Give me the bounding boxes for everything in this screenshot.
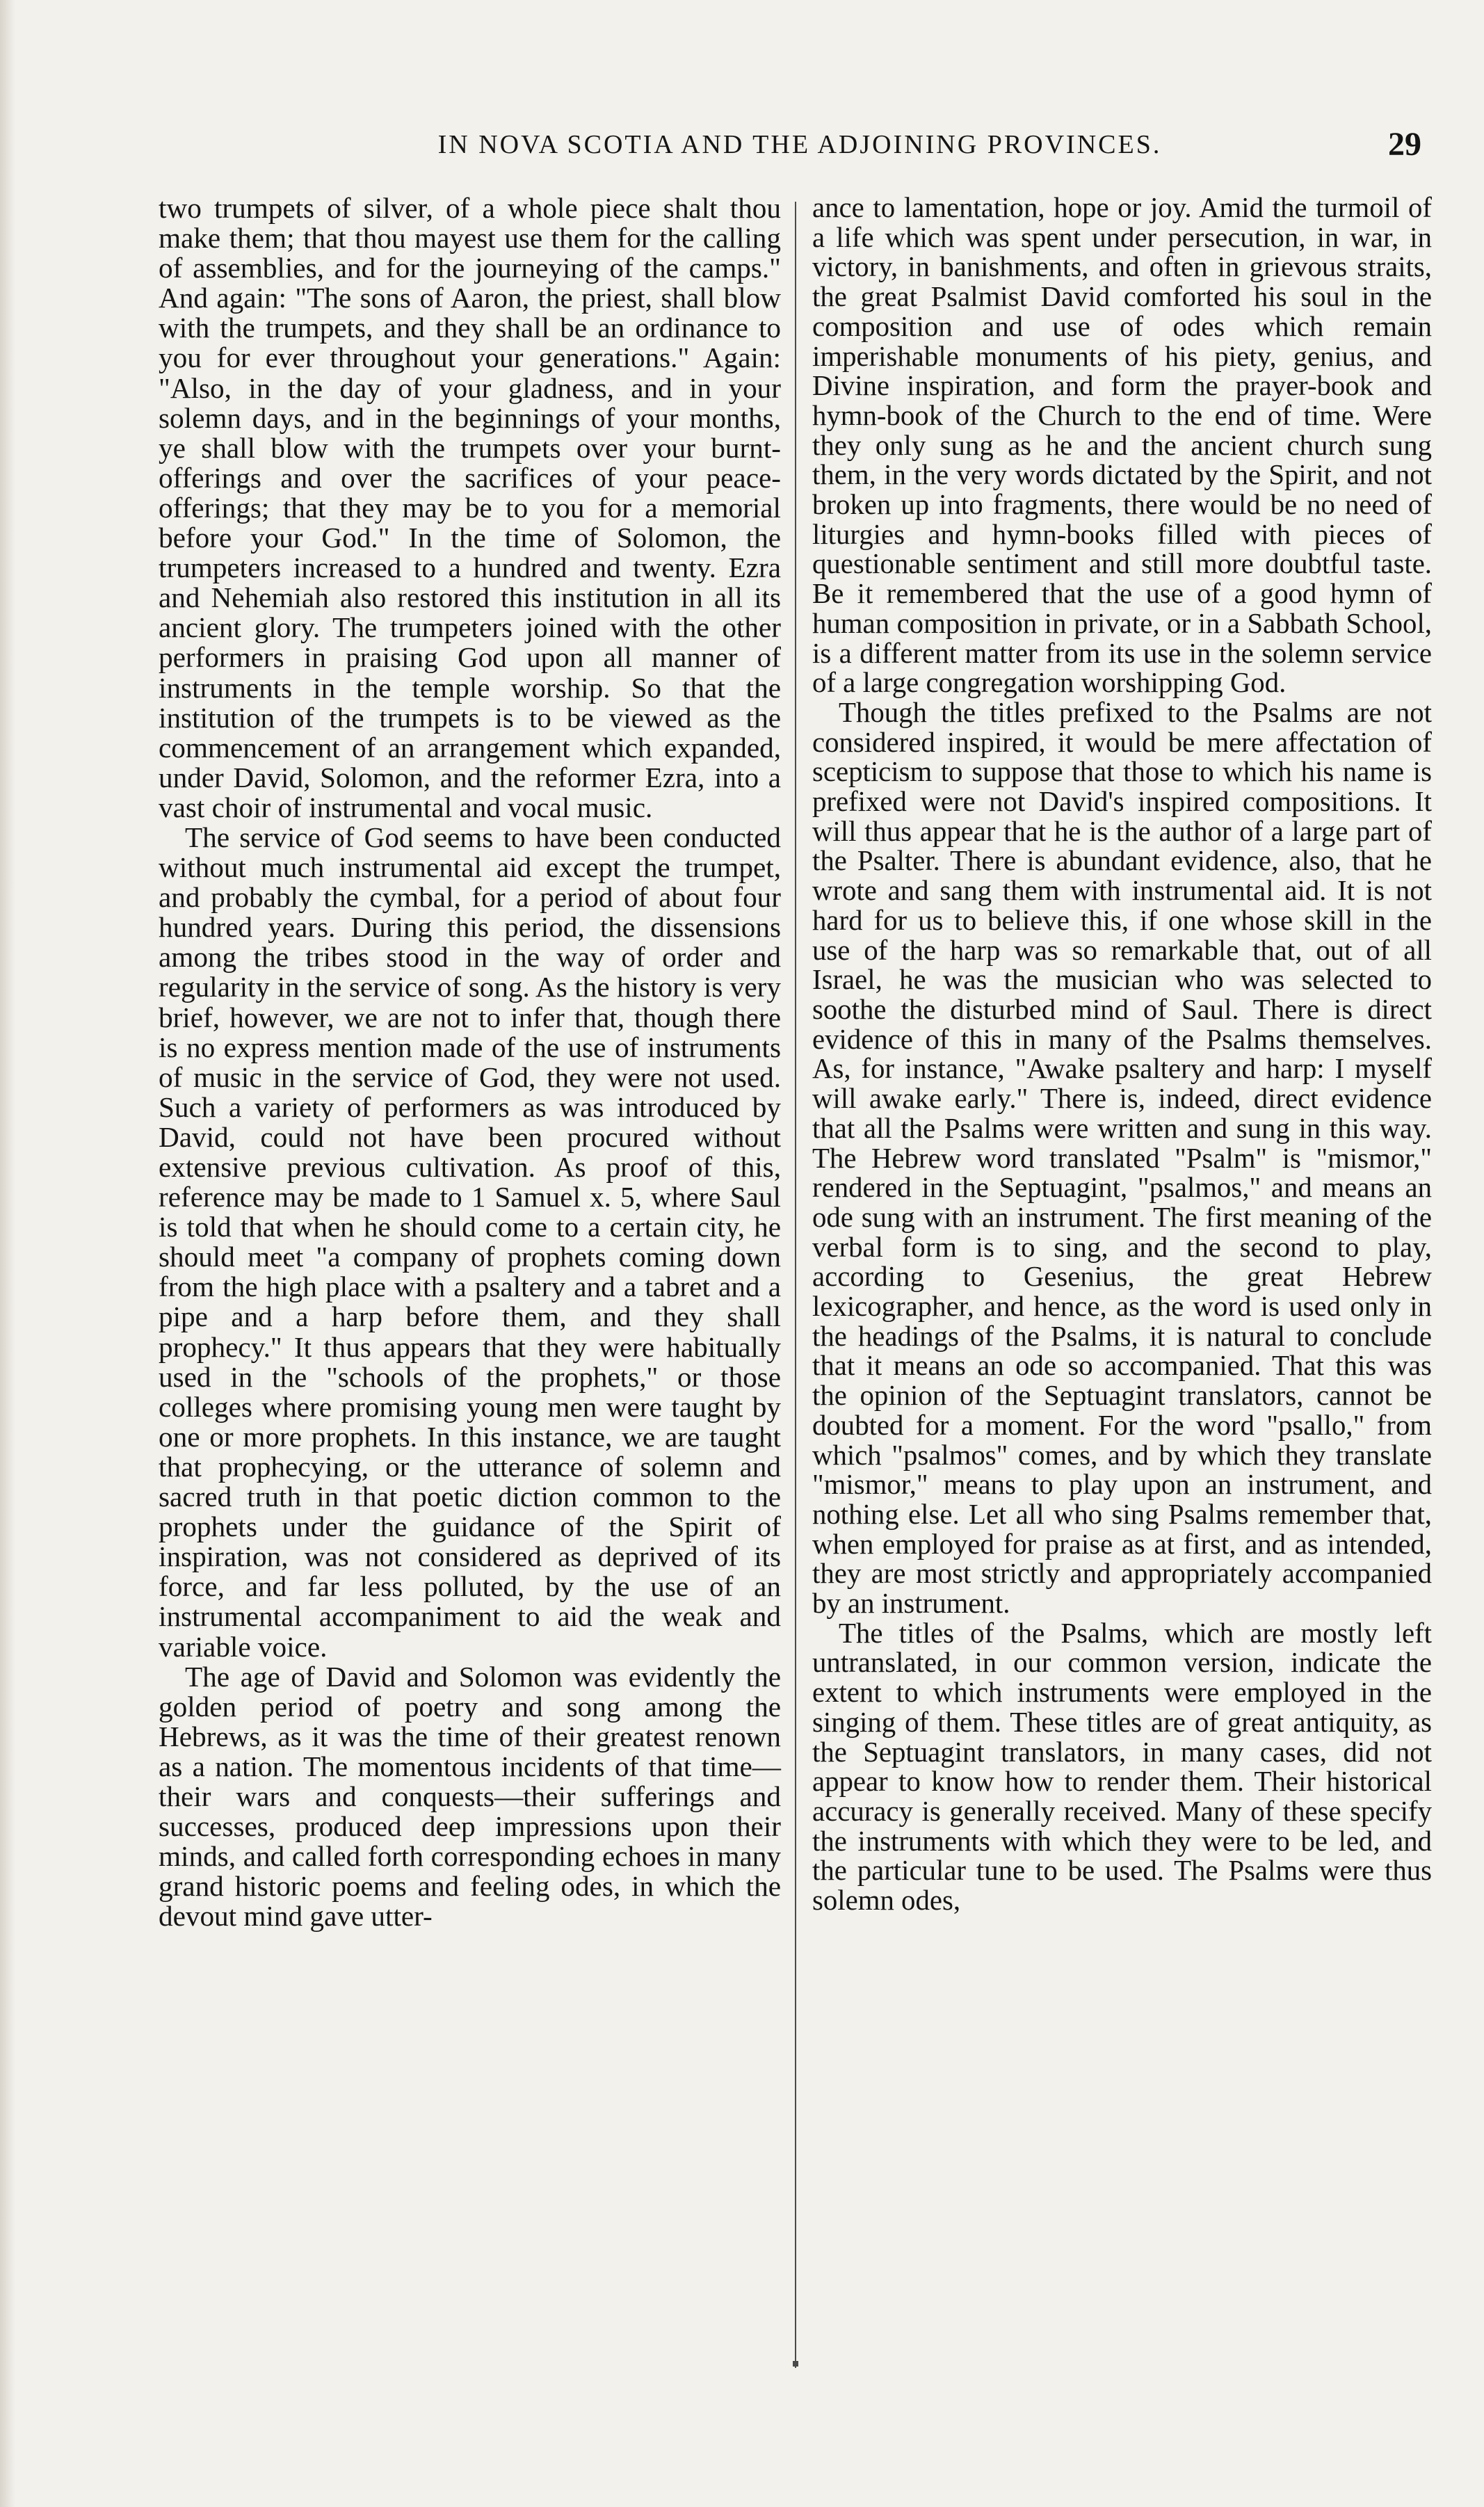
column-rule [795,202,796,2368]
paragraph: The service of God seems to have been conducted without much instrumental aid except the trumpet, and probably the cymbal, for a period of about four hundred years. During this period, the dissensions among the tribes stood in the way of order and regularity in the service of song. As the history is very brief, however, we are not to infer that, though there is no express mention made of the use of instruments of music in the service of God, they were not used. Such a variety of performers as was introduced by David, could not have been procured without extensive previous cultivation. As proof of this, reference may be made to 1 Samuel x. 5, where Saul is told that when he should come to a certain city, he should meet "a company of prophets coming down from the high place with a psaltery and a tabret and a pipe and a harp before them, and they shall prophecy." It thus appears that they were habitually used in the "schools of the prophets," or those colleges where promising young men were taught by one or more prophets. In this instance, we are taught that prophecying, or the utterance of solemn and sacred truth in that poetic diction common to the prophets under the guidance of the Spirit of inspiration, was not considered as deprived of its force, and far less polluted, by the use of an instrumental accompaniment to aid the weak and variable voice. [159,821,781,1663]
right-column [812,193,1432,1916]
paragraph: The age of David and Solomon was evidently the golden period of poetry and song among the Hebrews, as it was the time of their greatest renown as a nation. The momentous incidents of that time—their wars and conquests—their sufferings and successes, produced deep impressions upon their minds, and called forth corresponding echoes in many grand historic poems and feeling odes, in which the devout mind gave utter- [159,1660,781,1933]
column-rule-end [793,2361,798,2367]
paragraph: The titles of the Psalms, which are mostly left untranslated, in our common version, indicate the extent to which instruments were employed in the singing of them. These titles are of great antiquity, as the Septuagint translators, in many cases, did not appear to know how to render them. Their historical accuracy is generally received. Many of these specify the instruments with which they were to be led, and the particular tune to be used. The Psalms were thus solemn odes, [812,1617,1432,1917]
scan-edge [0,0,15,2507]
left-column [159,193,781,1931]
running-head: IN NOVA SCOTIA AND THE ADJOINING PROVINCES. [437,130,1162,159]
page-number: 29 [1388,126,1421,163]
paragraph: two trumpets of silver, of a whole piece shalt thou make them; that thou mayest use them for the calling of assemblies, and for the journeying of the camps." And again: "The sons of Aaron, the priest, shall blow with the trumpets, and they shall be an ordinance to you for ever throughout your generations." Again: "Also, in the day of your gladness, and in your solemn days, and in the beginnings of your months, ye shall blow with the trumpets over your burnt-offerings and over the sacrifices of your peace-offerings; that they may be to you for a memorial before your God." In the time of Solomon, the trumpeters increased to a hundred and twenty. Ezra and Nehemiah also restored this institution in all its ancient glory. The trumpeters joined with the other performers in praising God upon all manner of instruments in the temple worship. So that the institution of the trumpets is to be viewed as the commencement of an arrangement which expanded, under David, Solomon, and the reformer Ezra, into a vast choir of instrumental and vocal music. [159,192,781,823]
paragraph: Though the titles prefixed to the Psalms are not considered inspired, it would be mere affectation of scepticism to suppose that those to which his name is prefixed were not David's inspired compositions. It will thus appear that he is the author of a large part of the Psalter. There is abundant evidence, also, that he wrote and sang them with instrumental aid. It is not hard for us to believe this, if one whose skill in the use of the harp was so remarkable that, out of all Israel, he was the musician who was selected to soothe the disturbed mind of Saul. There is direct evidence of this in many of the Psalms themselves. As, for instance, "Awake psaltery and harp: I myself will awake early." There is, indeed, direct evidence that all the Psalms were written and sung in this way. The Hebrew word translated "Psalm" is "mismor," rendered in the Septuagint, "psalmos," and means an ode sung with an instrument. The first meaning of the verbal form is to sing, and the second to play, according to Gesenius, the great Hebrew lexicographer, and hence, as the word is used only in the headings of the Psalms, it is natural to conclude that it means an ode so accompanied. That this was the opinion of the Septuagint translators, cannot be doubted for a moment. For the word "psallo," from which "psalmos" comes, and by which they translate "mismor," means to play upon an instrument, and nothing else. Let all who sing Psalms remember that, when employed for praise as at first, and as intended, they are most strictly and appropriately accompanied by an instrument. [812,696,1432,1620]
paragraph: ance to lamentation, hope or joy. Amid the turmoil of a life which was spent under persecution, in war, in victory, in banishments, and often in grievous straits, the great Psalmist David comforted his soul in the composition and use of odes which remain imperishable monuments of his piety, genius, and Divine inspiration, and form the prayer-book and hymn-book of the Church to the end of time. Were they only sung as he and the ancient church sung them, in the very words dictated by the Spirit, and not broken up into fragments, there would be no need of liturgies and hymn-books filled with pieces of questionable sentiment and still more doubtful taste. Be it remembered that the use of a good hymn of human composition in private, or in a Sabbath School, is a different matter from its use in the solemn service of a large congregation worshipping God. [812,192,1432,699]
